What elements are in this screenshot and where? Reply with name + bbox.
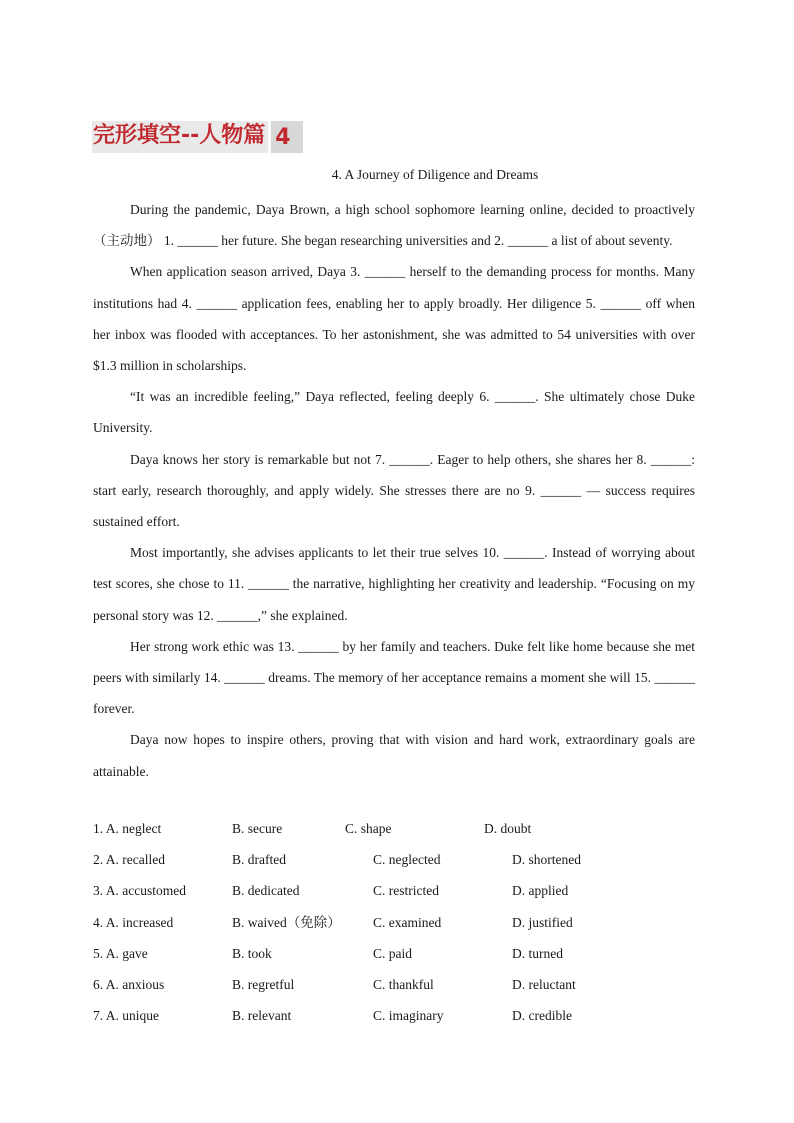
option-d: D. reluctant [512,976,576,992]
question-row [93,972,695,1003]
option-b: B. secure [232,821,283,836]
option-d: D. turned [512,945,563,961]
option-b: B. waived（免除） [232,914,341,930]
question-row [93,816,695,847]
option-a: 6. A. anxious [93,976,165,992]
section-title [92,121,303,153]
option-b: B. dedicated [232,883,300,899]
option-a: 4. A. increased [93,914,174,930]
option-b: B. regretful [232,976,295,992]
option-d: D. shortened [512,852,581,868]
paragraph: When application season arrived, Daya 3. ______ herself to the demanding process for months. Many institutions had 4. ______ application fees, enabling her to apply broadly. Her diligence 5. ______ off when her inbox was flooded with acceptances. To her astonishment, she was admitted to 54 universities with over $1.3 million in scholarships. [93,264,695,374]
option-a: 3. A. accustomed [93,883,186,899]
question-row [93,941,695,972]
option-a: 7. A. unique [93,1008,159,1024]
option-c: C. shape [345,821,392,836]
paragraph: Most importantly, she advises applicants to let their true selves 10. ______. Instead of worrying about test scores, she chose to 11. ______ the narrative, highlighting her creativity and leadership. “Focusing on my personal story was 12. ______,” she explained. [93,545,695,623]
option-b: B. drafted [232,852,286,868]
option-c: C. paid [373,945,412,961]
paragraph: During the pandemic, Daya Brown, a high school sophomore learning online, decided to proactively（主动地） 1. ______ her future. She began researching universities and 2. ______ a list of about seventy. [93,202,695,249]
option-b: B. took [232,945,272,961]
question-row [93,847,695,878]
option-a: 2. A. recalled [93,852,165,868]
option-b: B. relevant [232,1008,292,1024]
option-d: D. credible [512,1008,572,1024]
paragraph: “It was an incredible feeling,” Daya reflected, feeling deeply 6. ______. She ultimately chose Duke University. [93,389,695,436]
option-c: C. restricted [373,883,439,899]
paragraph: Her strong work ethic was 13. ______ by her family and teachers. Duke felt like home because she met peers with similarly 14. ______ dreams. The memory of her acceptance remains a moment she will 15. ______ forever. [93,638,695,717]
option-c: C. thankful [373,976,434,992]
question-row [93,910,695,941]
answer-options [93,816,695,1034]
passage-title: 4. A Journey of Diligence and Dreams [331,167,539,182]
paragraph: Daya now hopes to inspire others, proving that with vision and hard work, extraordinary goals are attainable. [93,732,695,779]
passage [93,194,695,787]
option-d: D. doubt [484,821,532,836]
paragraph: Daya knows her story is remarkable but not 7. ______. Eager to help others, she shares her 8. ______: start early, research thoroughly, and apply widely. She stresses there are no 9. ______ — success requires sustained effort. [93,451,695,530]
option-a: 5. A. gave [93,945,148,961]
option-c: C. examined [373,914,442,930]
question-row [93,878,695,909]
option-a: 1. A. neglect [93,821,162,836]
section-title-text: 完形填空--人物篇 [92,121,268,153]
option-d: D. justified [512,914,573,930]
question-row [93,1003,695,1034]
option-d: D. applied [512,883,569,899]
option-c: C. imaginary [373,1008,444,1024]
section-title-number: 4 [271,121,302,153]
option-c: C. neglected [373,852,441,868]
